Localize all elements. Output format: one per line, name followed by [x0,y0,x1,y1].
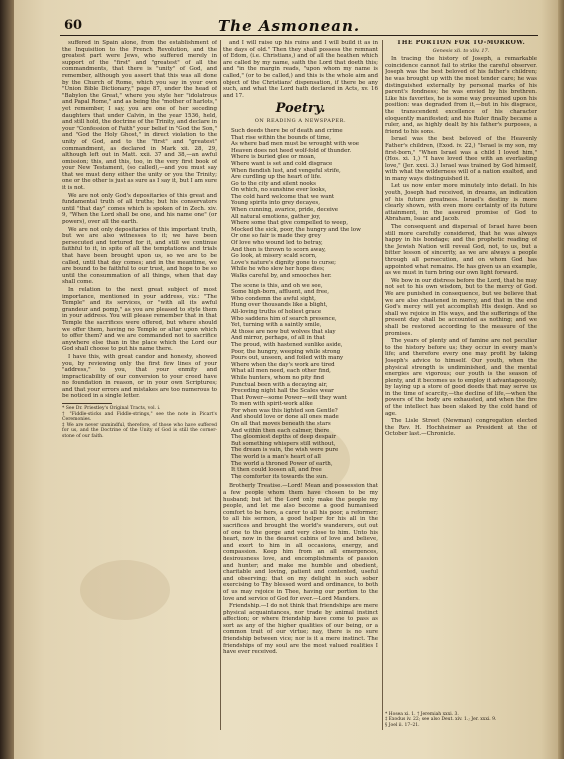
poem-line: Of love who wound led to betray, [231,240,323,247]
poem-line: On all that moves beneath the stars [231,421,331,428]
footnote: * Hosea xi. 1. † Jeremiah xxxi. 3. [385,712,459,717]
poem-line: Poor, the hungry, weeping while strong [231,348,341,355]
poem-line: Such deeds there be of death and crime [231,127,343,134]
paragraph: We bow in our distress before the Lord, that he may not set to his own wisdom, but to the mercy of God. We are punished in consequence, but we believe that we are also chastened in mercy, and that in the end God's mercy will yet accomplish His design. And so shall we rejoice in His ways, and the sufferings of the present day shall be accounted as nothing; and we shall be restored according to the measure of the promises. [385,277,537,337]
book-gutter [0,0,14,759]
section-title: THE PORTION FOR TO-MORROW. [396,40,526,46]
footnote: † "Fiddle-sticks and Fiddle-strings," see the note in Picart's Ceremonies. [62,411,217,423]
poem-line: When cunning, avarice, pride, deceive [231,207,339,214]
poem-line: At those are now but wolves that slay [231,328,336,335]
poem-line: Yet, turning with a saintly smile, [231,322,322,329]
poem-line: To men with spirit-work alike [231,401,313,408]
poem-line: Pours out, unseen, and foiled with many [231,355,344,362]
paragraph: We are not only God's depositaries of this great and fundamental truth of all truths; but his conservators until "that day" comes which is spoken of in Zech. xiv. 9, "When the Lord shall be one, and his name one" (or powers), over all the earth. [62,192,217,226]
poem-line: While he who slew her hope dies; [231,266,325,273]
poem-line: All natural emotions, gather joy, [231,213,321,220]
footnote: ‡ Exodus iv. 22; see also Deut. xiv. 1.; Jer. xxxi. 9. [385,717,497,723]
paragraph: In relation to the next great subject of most importance, mentioned in your address, viz.: "The Temple" and its services, or "with all its awful grandeur and pomp," as you are pleased to style them in your address. You will please remember that in that Temple the sacrifices were offered, but where should we offer them, having no Temple or altar upon which to offer them? and we are commanded not to sacrifice anywhere else than in the place which the Lord our God shall choose to put his name there. [62,286,217,353]
poem-title: ON READING A NEWSPAPER. [254,118,347,125]
poem-line: Where some that give compelled to weep, [231,220,348,227]
poem-line: As where bad men must be wrought with woe [231,141,360,148]
footnote: ‡ We are never unmindful, therefore, of those who have suffered for us, and the Doctrine of the Unity of God is still the corner-stone of our faith. [62,422,217,440]
column-middle [223,40,378,740]
poem-line: And then is thrown to scorn away, [231,246,326,253]
poem-line: The world is a man's heart of all [231,454,321,461]
poem-line: The dream is vain, the wish were pure [231,447,339,454]
poem-line: And mirror, perhaps, of all in that [231,335,325,342]
column-left [62,40,217,740]
poem-line: Some high-born, affluent, and free, [231,289,330,296]
poem-stanza [223,128,378,280]
poem-line: Or one so fair is made they grey [231,233,321,240]
paragraph: The years of plenty and of famine are not peculiar to the history before us; they occur in every man's life; and therefore every one may profit by taking Joseph's advice to himself. Our youth, when the physical strength is undiminished, and the mental energies are vigorous; our youth is the season of plenty, and it becomes us to employ it advantageously, by laying up a store of good deeds that may serve us in the time of scarcity,—the decline of life,—when the powers of the body are exhausted, and when the fire of the intellect has been slaked by the cold hand of age. [385,338,537,417]
poem-line: Go look, at misery scald scorn, [231,253,317,260]
column-divider [382,40,383,730]
paragraph: Israel was the best beloved of the Heavenly Father's children, (Exod. iv. 22,) "Israel is my son, my first-born," "When Israel was a child I loved him," (Hos. xi. 1,) "I have loved thee with an everlasting love," (Jer. xxxi. 3.) Israel was trained by God himself, with what the wilderness will of a nation exalted, and in many ways distinguished it. [385,136,537,182]
footnote: § Joel ii. 17–21. [385,722,420,728]
poem-stanza [223,283,378,481]
poem-line: Where want is set and cold disgrace [231,160,333,167]
page-number: 60 [64,18,83,33]
poem-line: Where when the day's work are tired [231,361,335,368]
poem-line: The scene is this, and oh we see, [231,282,323,289]
poem-line: That rise within the bounds of time, [231,134,331,141]
poem-line: The world a throned Power of earth, [231,460,333,467]
poem-line: The gloomiest depths of deep despair [231,434,336,441]
poem-line: While hunters, whom no pity find [231,374,324,381]
paragraph: Let us now enter more minutely into detail. In his youth, Joseph had received, in dreams, an indication of his future greatness. Israel's destiny is more clearly shown, with even more certainty of its future attainment, in the assured promise of God to Abraham, Isaac and Jacob. [385,183,537,223]
poem-line: All-loving truths of holiest grace [231,308,322,315]
paragraph: We are not only depositaries of this important truth, but we are also witnesses to it; we have been persecuted and tortured for it, and still we continue faithful to it, in spite of all the temptations and trials that have been brought upon us, so we are to be called, until that day comes; and in the meantime, we are bound to be faithful to our trust, and hope to be so until the consummation of all things, when that day shall come. [62,226,217,286]
poem-line: Young spirits into grey decayes, [231,200,320,207]
poem-line: But something whispers still without, [231,440,336,447]
paragraph: suffered in Spain alone, from the establishment of the Inquisition to the French Revolution, and the greatest part were Jews, who suffered merely in support of the "first" and "greatest" of all the commandments, that there is "unity" of God, and remember, although you assert that this was all done by the Church of Rome, which you say in your own "Union Bible Dictionary," page 87, under the head of "Babylon the Great," where you style her "idolatrous and Papal Rome," and as being the "mother of harlots," yet remember, I say, you are one of her seceding daughters that under Calvin, in the year 1536, held, and still hold, the doctrine of the Trinity, and declare in your "Confession of Faith" your belief in "God the Son," and "God the Holy Ghost," in direct violation to the unity of God, and to the "first" and "greatest" commandment, as declared in Mark xii. 28, 29, although left out in Matt. xxii. 37 and 38,—an awful omission; this, and this, too, in the very first book of your New Testament, (so called),—and you must say that we must deny either the unity or you the Trinity; one or the other is just as sure as I say it, but I am sure it is not. [62,40,217,192]
poem-line: Walks careful by, and smooches her. [231,273,332,279]
footnote-separator [62,403,112,404]
poem-line: Mocked the sick, poor, the hungry and the low [231,226,361,233]
masthead-title: The Asmonean. [218,17,361,35]
poem-line: The comforter its towards the sun. [231,473,328,480]
paragraph: I have this, with great candor and honesty, showed you, by reviewing only the first few lines of your "address," to you, that your enmity and impracticability of our conversion to your creed have no foundation in reason, or in your own Scriptures; and that your errors and mistakes are too numerous to be noticed in a single letter. [62,353,217,400]
poem-line: The cold hard welcome that we want [231,193,335,200]
column-right [385,40,537,740]
poem-line: What all men need, each other find, [231,368,331,375]
poem-line: Who condemn the awful sight, [231,295,316,302]
poem-line: Go to the city and silent nooks [231,180,316,187]
poem-line: Who saddens him of search presence, [231,315,337,322]
poem-line: On which, no sunshine ever looks, [231,187,327,194]
footnote: * See Dr. Priestley's Original Tracts, vol. i. [62,406,161,412]
poetry-heading: Poetry. [275,101,326,117]
poem-line: It then could loosen all, and free [231,467,322,474]
footnotes-right [385,712,535,728]
poem-line: When fiendish lust, and vengeful strife, [231,167,341,174]
column-divider [220,40,221,730]
poem-line: Are curdling up the heart of life. [231,174,322,181]
closing-paragraph: The Lisle Street (Newman) congregation elected the Rev. H. Hochheimer as President at the of October last.—Chronicle. [385,418,537,438]
paragraph: Friendship.—I do not think that friendships are mere physical acquaintances, nor trade by animal instinct affection; or where friendship have come to pass as sort as any of the higher qualities of our being, or a common trait of our virtue; nay, there is no sure friendship between vice; nor is it a mere instinct. The friendships of my soul are the most valued realities I have ever received. [223,603,378,656]
poem-line: That Power—some Power—will they want [231,394,347,401]
poem-line: For when was this lighted son Gentle? [231,407,338,414]
poem-line: Preceding night hall the Scales wear [231,388,334,395]
poem-line: Love's nature's dignity gone to curse; [231,259,336,266]
poem-line: Hung over thousands like a blight, [231,302,328,309]
header-rule [60,35,538,36]
poem-line: And within then each calmer, there [231,427,330,434]
paragraph: In tracing the history of Joseph, a remarkable coincidence cannot fail to strike the careful observer. Joseph was the best beloved of his father's children; he was brought up with the most tender care; he was distinguished externally by personal marks of his parent's fondness; he was envied by his brethren. Like his favorites, he is some way presumed upon his position: was degraded from it,—but in his disgrace, the transcendent excellence of his character eloquently manifested; and his Ruler finally became a ruler, and, as highly dealt by his father's purposes, a friend to his sons. [385,56,537,135]
paragraph: and I will raise up his ruins and I will build it as in the days of old." Then they shall possess the remnant of Edom, (i.e. Christians,) and of all the heathen which are called by my name, saith the Lord that doeth this; and "in the margin reads, "upon whom my name is called," (or to be called,) and this is the whole aim and object of the Christians' dispensation, if there be any such, and what the Lord hath declared in Acts, xv. 16 and 17. [223,40,378,99]
page-edge [558,0,564,759]
poem-line: Punctual been with a decaying air, [231,381,328,388]
section-reference: Genesis xli. to xliv. 17. [432,47,490,54]
poem-line: The proud, with hastened sunlike aside, [231,341,343,348]
poem-line: Heaven does not heed wolf-fold of thunder. [231,147,352,154]
poem-line: And should love or done all ones made [231,414,339,421]
paragraph: The consequent and dispersal of Israel have been still more carefully considered, that he was always happy in his bondage; and the prophetic reading of the Jewish Nation will reveal God, not, to us, but a bitter lesson of sincerity, as we are always a people through all persecution, and on whom God has appointed what remains. He has given us an example, as we must in turn bring our own light forward. [385,224,537,277]
paragraph: Brotherly Treatise.—Lord! Mean and possession that a few people whom them have chosen to be my husband; but let the Lord only make the people my people, and let me also become a good humanised comfort to be hers, a carer to all his poor, a reformer; to all his sermon, a good helper for his all in the sacrifices and brought the world's wanderers, out out of one to the gorge and very close to him. Unto his heart, now in the dearest cabins of love and believe, and exert to him in all occasions, energy, and compassion. Keep him from an all emergences, desirousness love, and encomplishments of passion and hunter; and make me humble and obedient, charitable and loving, patient and contented, useful and observing; that on my delight in such sober exercising to Thy blessed word and ordinance, to both of us may rejoice in Thee, having our portion to the love and service of God for ever.—Lord Manders. [223,483,378,602]
poem-line: Where is buried glee or moan, [231,154,316,161]
